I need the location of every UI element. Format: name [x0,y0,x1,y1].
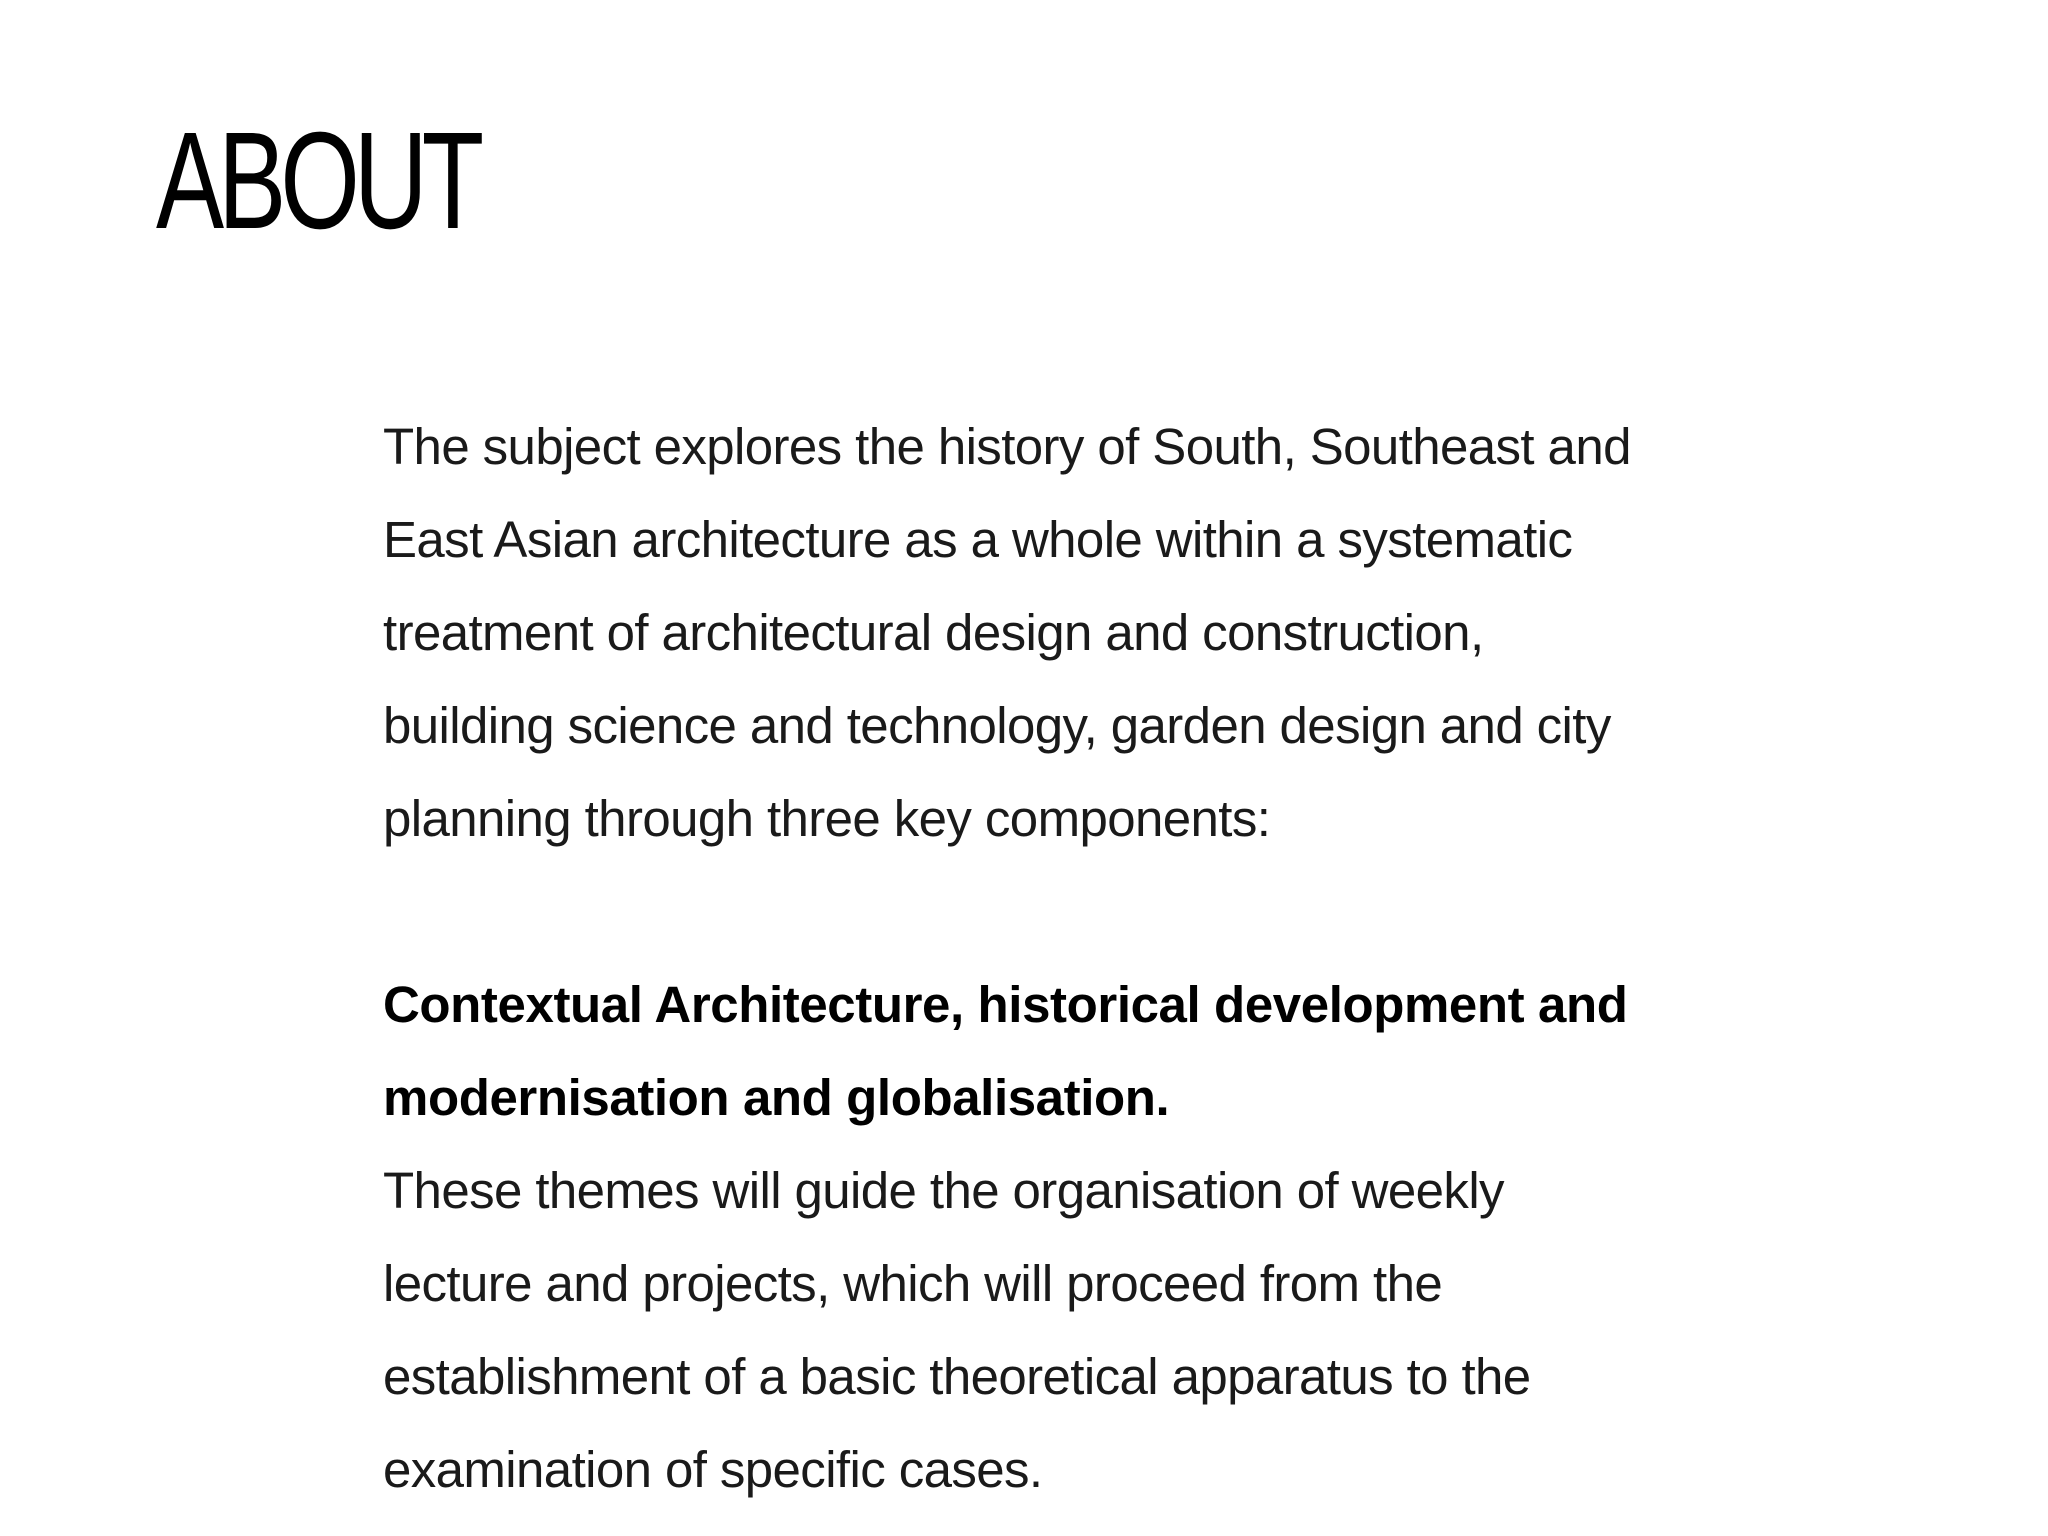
about-content [383,400,1683,1516]
key-components-heading [383,958,1683,1144]
themes-paragraph [383,1144,1683,1516]
intro-line: East Asian architecture as a whole within a systematic [383,511,1573,568]
intro-line: The subject explores the history of South, Southeast and [383,418,1631,475]
intro-paragraph [383,400,1683,865]
themes-line: examination of specific cases. [383,1441,1043,1498]
components-line: Contextual Architecture, historical development and [383,976,1628,1033]
themes-line: lecture and projects, which will proceed from the [383,1255,1443,1312]
themes-line: These themes will guide the organisation of weekly [383,1162,1504,1219]
components-line: modernisation and globalisation. [383,1069,1170,1126]
page-title: ABOUT [156,104,479,258]
paragraph-spacer [383,865,1683,958]
intro-line: building science and technology, garden design and city [383,697,1611,754]
themes-line: establishment of a basic theoretical apparatus to the [383,1348,1531,1405]
intro-line: planning through three key components: [383,790,1271,847]
intro-line: treatment of architectural design and construction, [383,604,1484,661]
